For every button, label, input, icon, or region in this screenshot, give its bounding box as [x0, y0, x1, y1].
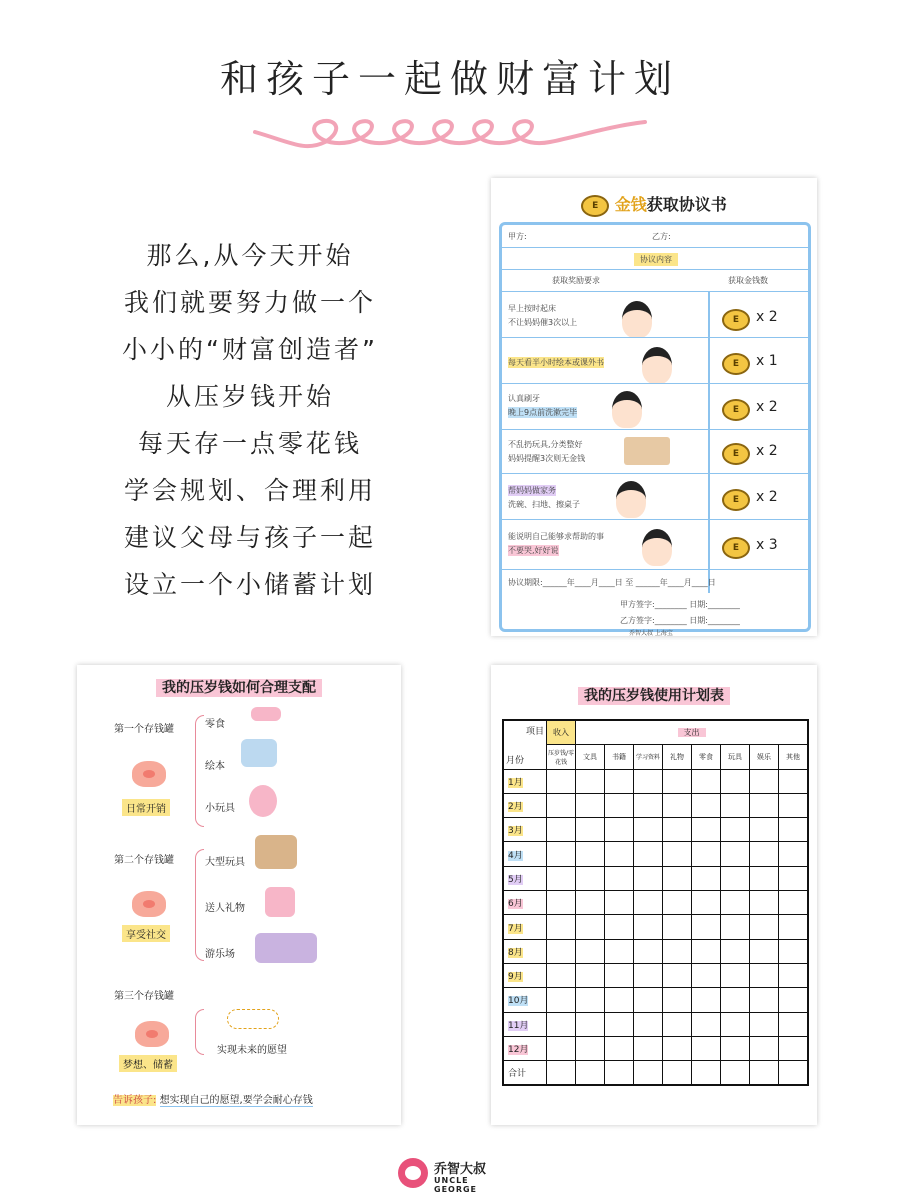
month-label: 2月	[503, 793, 547, 817]
table-row	[503, 818, 808, 842]
table-row	[503, 793, 808, 817]
reward-multiplier: x 2	[756, 443, 778, 459]
brand-name-en: UNCLE GEORGE	[434, 1176, 478, 1194]
coin-icon: E	[722, 537, 750, 559]
row-line1: 帮妈妈做家务	[508, 486, 556, 495]
brace-decoration	[195, 1009, 204, 1055]
intro-line: 学会规划、合理利用	[123, 476, 376, 505]
month-label: 9月	[503, 963, 547, 987]
agreement-period: 协议期限:______年____月____日 至 ______年____月____日	[508, 578, 716, 587]
card1-title-rest: 获取协议书	[646, 195, 727, 214]
reward-multiplier: x 1	[756, 353, 778, 369]
reward-multiplier: x 3	[756, 537, 778, 553]
card2-title	[77, 677, 401, 697]
row-line2: 洗碗、扫地、擦桌子	[508, 500, 580, 509]
jar-item: 绘本	[205, 761, 225, 772]
intro-line: 小小的“财富创造者”	[122, 335, 378, 364]
coin-icon: E	[722, 443, 750, 465]
reward-multiplier: x 2	[756, 489, 778, 505]
table-row	[503, 891, 808, 915]
col-right-header: 获取金钱数	[728, 276, 768, 285]
row-line2: 妈妈提醒3次则无金钱	[508, 454, 586, 463]
month-label: 3月	[503, 818, 547, 842]
table-row	[503, 866, 808, 890]
intro-line: 我们就要努力做一个	[123, 288, 376, 317]
divider	[502, 473, 808, 474]
month-label: 1月	[503, 769, 547, 793]
row-line2: 不要哭,好好说	[508, 546, 559, 555]
toy-shelf-illustration	[624, 437, 670, 465]
panda-icon	[398, 1158, 428, 1188]
divider	[502, 429, 808, 430]
month-label: 8月	[503, 939, 547, 963]
coin-icon: E	[722, 489, 750, 511]
jar-item: 小玩具	[205, 803, 235, 814]
table-row	[503, 988, 808, 1012]
intro-line: 设立一个小储蓄计划	[123, 570, 376, 599]
expense-col-header: 其他	[779, 745, 809, 769]
usage-plan-card	[491, 665, 817, 1125]
table-subheader-row	[503, 745, 808, 769]
brand-logo	[398, 1156, 502, 1192]
jar-item: 大型玩具	[205, 857, 245, 868]
amusement-ride-icon	[255, 933, 317, 963]
row-line1: 早上按时起床	[508, 304, 556, 313]
coin-icon: E	[722, 399, 750, 421]
candy-icon	[251, 707, 281, 721]
piggy-bank-icon	[132, 891, 166, 917]
card2-title-text: 我的压岁钱如何合理支配	[156, 679, 322, 697]
pink-squiggle-decoration	[250, 112, 650, 162]
intro-line: 建议父母与孩子一起	[123, 523, 376, 552]
jar-title: 第三个存钱罐	[114, 991, 174, 1002]
table-row	[503, 963, 808, 987]
divider	[502, 269, 808, 270]
table-row	[503, 915, 808, 939]
corner-bottom-label: 月份	[506, 755, 525, 766]
row-line1: 不乱扔玩具,分类整好	[508, 440, 583, 449]
row-line2: 晚上9点前洗漱完毕	[508, 408, 578, 417]
table-row	[503, 769, 808, 793]
page-title: 和孩子一起做财富计划	[219, 57, 680, 101]
col-left-header: 获取奖励要求	[552, 276, 600, 285]
card1-title	[491, 192, 817, 217]
table-row	[503, 1012, 808, 1036]
expense-col-header: 礼物	[663, 745, 692, 769]
jar-label: 梦想、储蓄	[119, 1055, 177, 1072]
expense-label: 支出	[678, 728, 706, 737]
expense-col-header: 学习资料	[634, 745, 663, 769]
table-row	[503, 939, 808, 963]
corner-cell	[503, 720, 547, 769]
brace-decoration	[195, 849, 204, 961]
divider	[502, 337, 808, 338]
picture-book-icon	[241, 739, 277, 767]
table-row	[503, 842, 808, 866]
income-header: 收入	[547, 720, 576, 745]
jar-label: 享受社交	[122, 925, 170, 942]
month-label: 6月	[503, 891, 547, 915]
piggy-bank-icon	[135, 1021, 169, 1047]
expense-header	[576, 720, 809, 745]
row-line1: 认真刷牙	[508, 394, 540, 403]
divider	[502, 291, 808, 292]
jar-label: 日常开销	[122, 799, 170, 816]
signature-b: 乙方签字:________ 日期:________	[620, 616, 740, 625]
divider	[502, 247, 808, 248]
tell-text: 想实现自己的愿望,要学会耐心存钱	[159, 1095, 313, 1106]
intro-line: 从压岁钱开始	[165, 382, 334, 411]
reward-multiplier: x 2	[756, 399, 778, 415]
intro-line: 那么,从今天开始	[146, 241, 354, 270]
month-label: 12月	[503, 1036, 547, 1060]
corner-top-label: 项目	[525, 727, 544, 737]
table-header-row	[503, 720, 808, 745]
total-label: 合计	[503, 1061, 547, 1086]
tell-child-note	[113, 1091, 313, 1106]
expense-col-header: 书籍	[605, 745, 634, 769]
fireworks-icon	[227, 1009, 279, 1029]
card1-title-gold: 金钱	[614, 195, 647, 214]
piggy-bank-icon	[132, 761, 166, 787]
reward-multiplier: x 2	[756, 309, 778, 325]
teddy-bear-icon	[249, 785, 277, 817]
coin-icon: E	[722, 309, 750, 331]
expense-col-header: 零食	[692, 745, 721, 769]
tell-label: 告诉孩子:	[113, 1095, 157, 1106]
table-row	[503, 1061, 808, 1086]
month-label: 11月	[503, 1012, 547, 1036]
row-line2: 不让妈妈催3次以上	[508, 318, 578, 327]
intro-line: 每天存一点零花钱	[137, 429, 362, 458]
brace-decoration	[195, 715, 204, 827]
jar-title: 第二个存钱罐	[114, 855, 174, 866]
agreement-frame	[499, 222, 811, 632]
rocking-horse-icon	[255, 835, 297, 869]
row-line1: 能说明自己能够求帮助的事	[508, 532, 604, 541]
allocation-card	[77, 665, 401, 1125]
card3-title-text: 我的压岁钱使用计划表	[578, 687, 730, 705]
expense-col-header: 玩具	[721, 745, 750, 769]
jar-title: 第一个存钱罐	[114, 724, 174, 735]
month-label: 7月	[503, 915, 547, 939]
child-illustration	[612, 391, 642, 428]
party-a-label: 甲方:	[508, 232, 527, 241]
child-illustration	[642, 529, 672, 566]
section-label: 协议内容	[634, 253, 678, 266]
coin-icon: E	[722, 353, 750, 375]
sub-income-header: 压岁钱/零花钱	[547, 745, 576, 769]
money-agreement-card	[491, 178, 817, 636]
jar-item: 游乐场	[205, 949, 235, 960]
expense-col-header: 文具	[576, 745, 605, 769]
row-line1: 每天看半小时绘本或课外书	[508, 358, 604, 367]
month-label: 10月	[503, 988, 547, 1012]
jar-item: 实现未来的愿望	[217, 1045, 287, 1056]
party-b-label: 乙方:	[652, 232, 671, 241]
expense-col-header: 娱乐	[750, 745, 779, 769]
table-row	[503, 1036, 808, 1060]
plan-table	[502, 719, 809, 1086]
month-label: 4月	[503, 842, 547, 866]
divider	[502, 519, 808, 520]
signature-a: 甲方签字:________ 日期:________	[620, 600, 740, 609]
brand-name: 乔智大叔	[434, 1162, 487, 1177]
gift-box-icon	[265, 887, 295, 917]
child-illustration	[642, 347, 672, 384]
child-illustration	[622, 301, 652, 338]
child-illustration	[616, 481, 646, 518]
month-label: 5月	[503, 866, 547, 890]
divider	[502, 569, 808, 570]
jar-item: 送人礼物	[205, 903, 245, 914]
intro-text	[100, 232, 400, 608]
jar-item: 零食	[205, 719, 225, 730]
card3-title	[491, 685, 817, 705]
coin-icon: E	[581, 195, 609, 217]
card1-footer: 乔智大叔 上海宝	[629, 630, 673, 637]
divider	[502, 383, 808, 384]
